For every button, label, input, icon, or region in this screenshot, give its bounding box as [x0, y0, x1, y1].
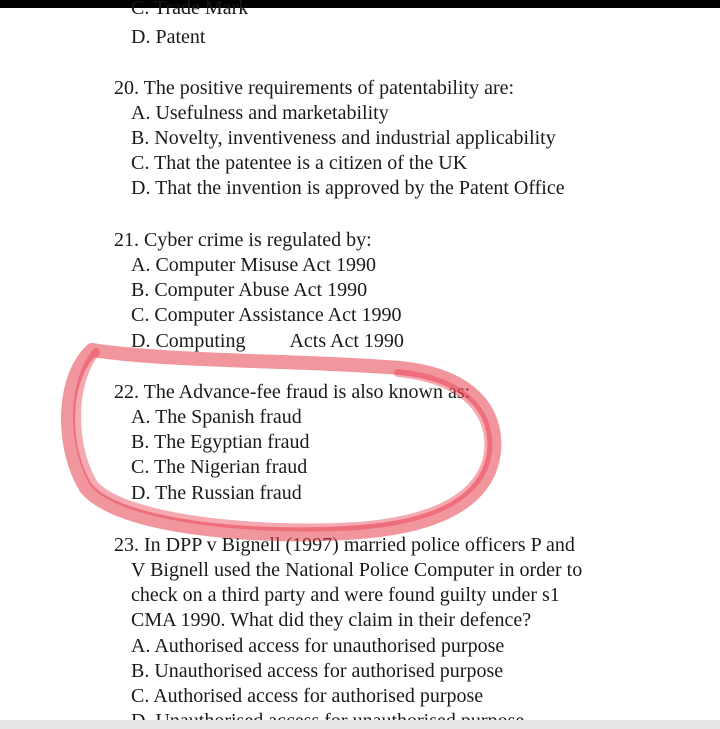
q23-option-b: B. Unauthorised access for authorised purpose [131, 660, 504, 682]
q21-option-d-part1: D. Computing [131, 330, 246, 352]
q23-stem-line-2: V Bignell used the National Police Computer in order to [131, 559, 583, 581]
q23-option-a: A. Authorised access for unauthorised purpose [131, 635, 505, 657]
q21-stem: 21. Cyber crime is regulated by: [114, 229, 372, 251]
q22-stem: 22. The Advance-fee fraud is also known as: [114, 381, 471, 403]
q22-option-c: C. The Nigerian fraud [131, 456, 308, 478]
q23-option-c: C. Authorised access for authorised purpose [131, 685, 484, 707]
q20-option-d: D. That the invention is approved by the Patent Office [131, 177, 565, 199]
q21-option-d [131, 329, 404, 353]
q21-option-d-part2: Acts Act 1990 [289, 330, 404, 352]
q20-option-a: A. Usefulness and marketability [131, 102, 389, 124]
q23-stem-line-3: check on a third party and were found guilty under s1 [131, 584, 560, 606]
prev-option-c: C. Trade Mark [131, 0, 249, 19]
prev-option-d: D. Patent [131, 26, 206, 48]
q23-stem-line-1: 23. In DPP v Bignell (1997) married police officers P and [114, 534, 575, 556]
q21-option-c: C. Computer Assistance Act 1990 [131, 304, 402, 326]
q22-option-a: A. The Spanish fraud [131, 406, 302, 428]
q23-stem-line-4: CMA 1990. What did they claim in their defence? [131, 609, 532, 631]
q20-option-c: C. That the patentee is a citizen of the UK [131, 152, 468, 174]
q21-option-a: A. Computer Misuse Act 1990 [131, 254, 376, 276]
bottom-edge [0, 720, 720, 729]
q22-option-b: B. The Egyptian fraud [131, 431, 310, 453]
q20-option-b: B. Novelty, inventiveness and industrial applicability [131, 127, 556, 149]
q20-stem: 20. The positive requirements of patentability are: [114, 77, 515, 99]
q22-option-d: D. The Russian fraud [131, 482, 302, 504]
q21-option-b: B. Computer Abuse Act 1990 [131, 279, 368, 301]
